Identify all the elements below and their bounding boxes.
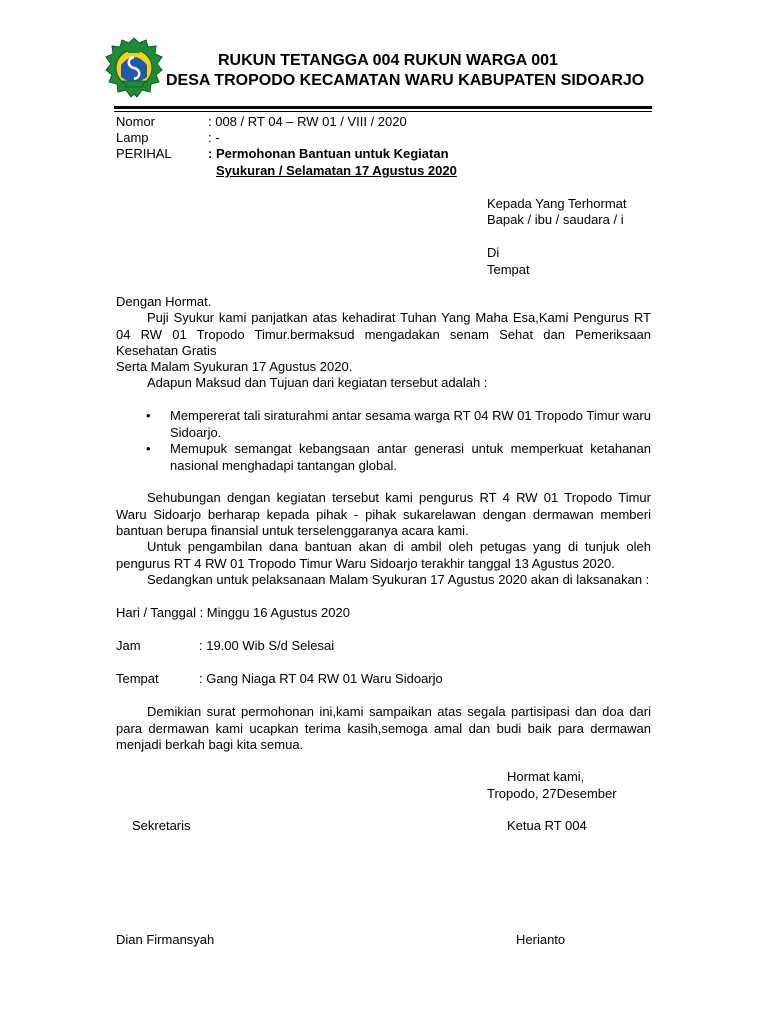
bullet-icon: • xyxy=(146,441,151,456)
lamp-value: : - xyxy=(208,130,220,145)
recipient-line3: Di xyxy=(487,245,500,260)
nomor-label: Nomor xyxy=(116,114,156,129)
list-item-text: Mempererat tali siraturahmi antar sesama warga RT 04 RW 01 Tropodo Timur waru Sidoarjo. xyxy=(170,408,651,440)
recipient-line1: Kepada Yang Terhormat xyxy=(487,196,627,211)
letterhead-divider-thin xyxy=(114,111,652,112)
perihal-value: : Permohonan Bantuan untuk Kegiatan xyxy=(208,146,449,161)
jam-label: Jam xyxy=(116,638,141,653)
secretary-name: Dian Firmansyah xyxy=(116,932,215,947)
letterhead-divider-thick xyxy=(114,106,652,109)
recipient-line4: Tempat xyxy=(487,262,530,277)
list-item xyxy=(146,441,651,474)
jam-value: : 19.00 Wib S/d Selesai xyxy=(199,638,335,653)
lamp-label: Lamp xyxy=(116,130,149,145)
paragraph-4: Untuk pengambilan dana bantuan akan di ambil oleh petugas yang di tunjuk oleh pengurus RT 4 RW 01 Tropodo Timur Waru Sidoarjo terakhir tanggal 13 Agustus 2020. xyxy=(116,539,651,571)
recipient-line2: Bapak / ibu / saudara / i xyxy=(487,212,624,227)
list-item-text: Memupuk semangat kebangsaan antar generasi untuk memperkuat ketahanan nasional menghadapi tantangan global. xyxy=(170,441,651,473)
secretary-role: Sekretaris xyxy=(132,818,191,833)
village-crest-icon xyxy=(104,37,164,101)
greeting: Dengan Hormat. xyxy=(116,294,212,309)
schedule-day: Hari / Tanggal : Minggu 16 Agustus 2020 xyxy=(116,605,350,620)
tempat-label: Tempat xyxy=(116,671,159,686)
closing-paragraph: Demikian surat permohonan ini,kami sampaikan atas segala partisipasi dan doa dari para dermawan kami ucapkan terima kasih,semoga amal dan budi baik para dermawan menjadi berkah bagi kita semua. xyxy=(116,704,651,752)
nomor-value: : 008 / RT 04 – RW 01 / VIII / 2020 xyxy=(208,114,407,129)
list-item xyxy=(146,408,651,441)
paragraph-3: Sehubungan dengan kegiatan tersebut kami pengurus RT 4 RW 01 Tropodo Timur Waru Sidoarjo berharap kepada pihak - pihak sukarelawan dengan dermawan memberi bantuan berupa finansial untuk terselenggaranya acara kami. xyxy=(116,490,651,538)
place-date: Tropodo, 27Desember xyxy=(487,786,617,801)
tempat-value: : Gang Niaga RT 04 RW 01 Waru Sidoarjo xyxy=(199,671,443,686)
paragraph-1: Puji Syukur kami panjatkan atas kehadirat Tuhan Yang Maha Esa,Kami Pengurus RT 04 RW 01 Tropodo Timur.bermaksud mengadakan senam Sehat dan Pemeriksaan Kesehatan Gratis xyxy=(116,310,651,358)
paragraph-5: Sedangkan untuk pelaksanaan Malam Syukuran 17 Agustus 2020 akan di laksanakan : xyxy=(147,572,650,587)
perihal-label: PERIHAL xyxy=(116,146,172,161)
chairman-role: Ketua RT 004 xyxy=(507,818,587,833)
letterhead-title-line1: RUKUN TETANGGA 004 RUKUN WARGA 001 xyxy=(218,52,558,69)
paragraph-1b: Serta Malam Syukuran 17 Agustus 2020. xyxy=(116,359,353,374)
paragraph-2: Adapun Maksud dan Tujuan dari kegiatan tersebut adalah : xyxy=(147,375,488,390)
chairman-name: Herianto xyxy=(516,932,566,947)
regards: Hormat kami, xyxy=(507,769,585,784)
letterhead-title-line2: DESA TROPODO KECAMATAN WARU KABUPATEN SIDOARJO xyxy=(166,72,645,89)
perihal-value-line2: Syukuran / Selamatan 17 Agustus 2020 xyxy=(216,163,457,178)
bullet-icon: • xyxy=(146,408,151,423)
